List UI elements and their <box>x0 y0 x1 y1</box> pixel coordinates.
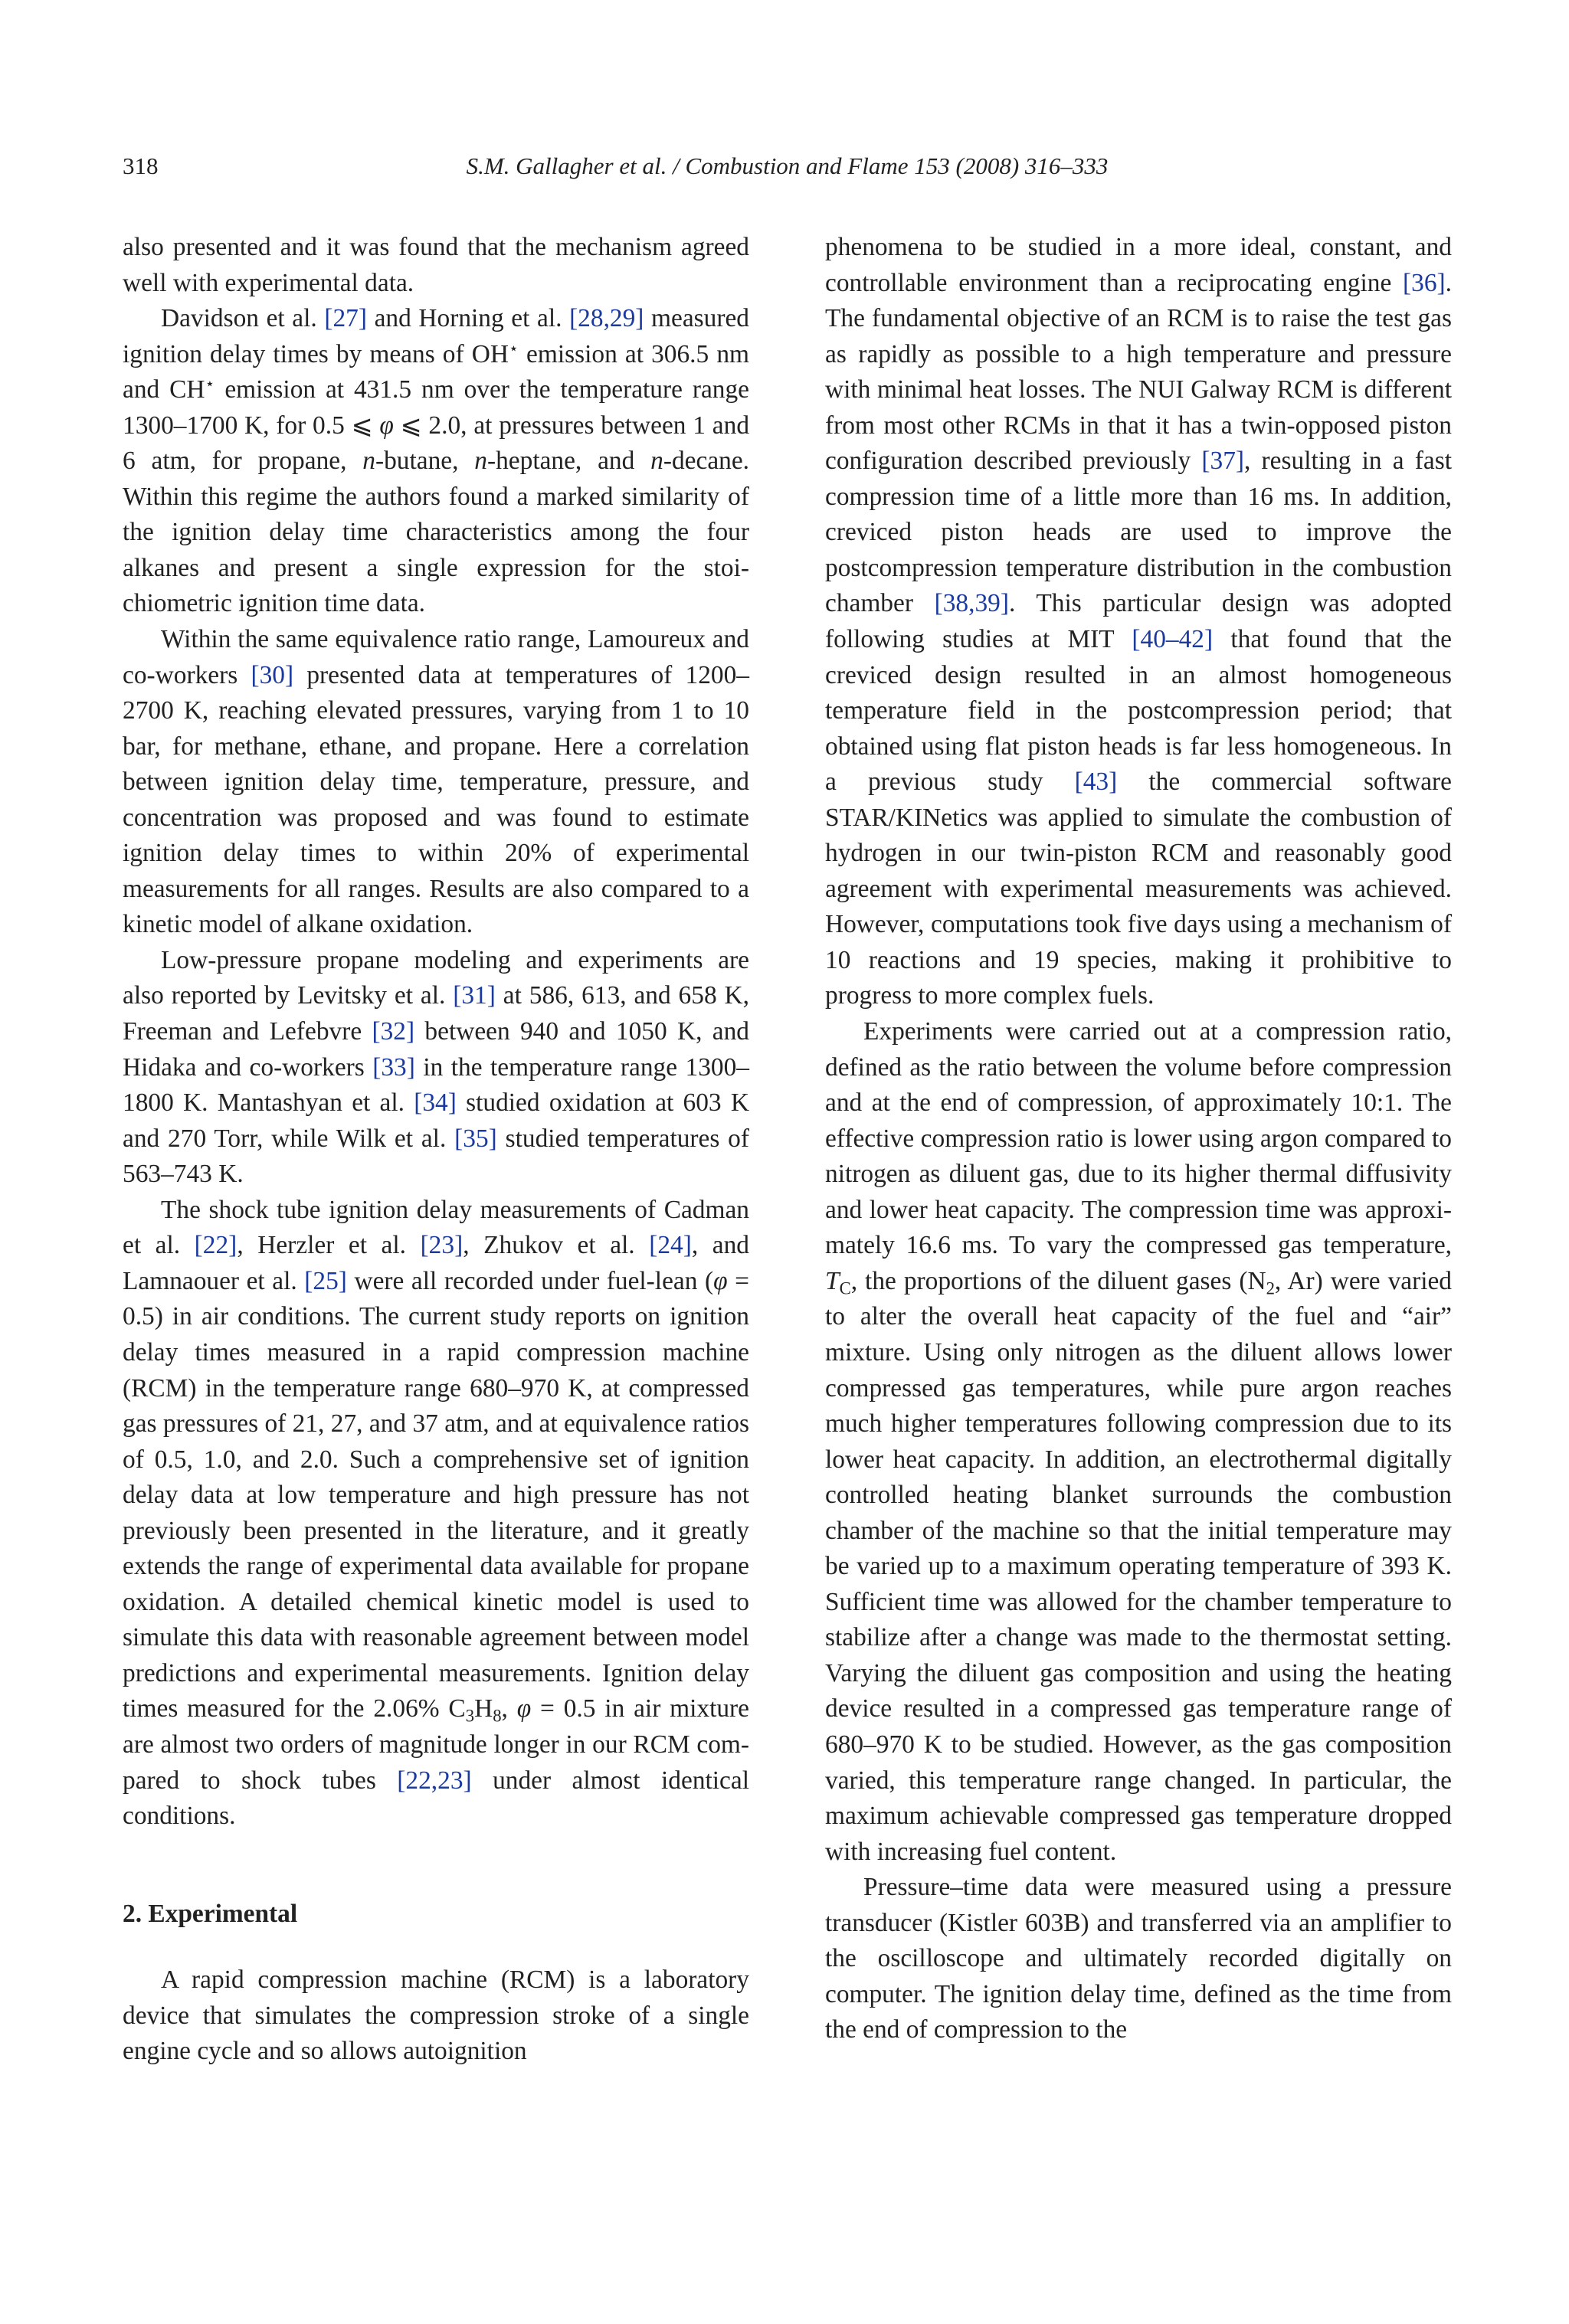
citation-link[interactable]: [23] <box>420 1231 463 1260</box>
paragraph: also presented and it was found that the mechanism agreed well with experimental data. <box>123 233 749 297</box>
journal-reference: S.M. Gallagher et al. / Combustion and Flame 153 (2008) 316–333 <box>466 152 1109 179</box>
right-column <box>825 230 1452 2048</box>
citation-link[interactable]: [31] <box>453 981 496 1010</box>
citation-link[interactable]: [40–42] <box>1132 625 1214 654</box>
citation-link[interactable]: [35] <box>454 1124 497 1153</box>
citation-link[interactable]: [22] <box>194 1231 237 1260</box>
paragraph: Low-pressure propane modeling and experiments are also reported by Levitsky et al. [31] at 586, 613, and 658 K, Freeman and Lefebvre [32] between 940 and 1050 K, and Hidaka and co-workers [33] in the temperature range 1300–1800 K. Mantashyan et al. [34] studied oxidation at 603 K and 270 Torr, while Wilk et al. [35] studied temperatures of 563–743 K. <box>123 945 750 1189</box>
paragraph: Within the same equivalence ratio range, Lamoureux and co-workers [30] presented data at temperatures of 1200–2700 K, reaching elevated pressures, varying from 1 to 10 bar, for methane, ethane, and propane. Here a correlation between ignition delay time, temperature, pressure, and concentration was proposed and was found to estimate ignition delay times to within 20% of experimental measurements for all ranges. Results are also compared to a kinetic model of alkane oxidation. <box>123 625 749 939</box>
running-head <box>123 149 1452 183</box>
paragraph: Davidson et al. [27] and Horning et al. [28,29] measured ignition delay times by means of OH⋆ emission at 306.5 nm and CH⋆ emission at 431.5 nm over the temperature range 1300–1700 K, for 0.5 ⩽ φ ⩽ 2.0, at pressures between 1 and 6 atm, for propane, n-butane, n-heptane, and n-decane. Within this regime the authors found a marked similarity of the ignition delay time characteristics among the four alkanes and present a single expression for the stoichiometric ignition time data. <box>123 304 750 618</box>
citation-link[interactable]: [25] <box>304 1266 347 1295</box>
section-heading: 2. Experimental <box>123 1899 298 1928</box>
citation-link[interactable]: [27] <box>324 304 367 333</box>
paragraph: Experiments were carried out at a compression ratio, defined as the ratio between the volume before compression and at the end of compression, of approximately 10:1. The effective compression ratio is lower using argon compared to nitrogen as diluent gas, due to its higher thermal diffusivity and lower heat capacity. The compression time was approximately 16.6 ms. To vary the compressed gas temperature, $T_C$, the proportions of the diluent gases ($N_2$, Ar) were varied to alter the overall heat capacity of the fuel and “air” mixture. Using only nitrogen as the diluent allows lower compressed gas temperatures, while pure argon reaches much higher temperatures following compression due to its lower heat capacity. In addition, an electrothermal digitally controlled heating blanket surrounds the combustion chamber of the machine so that the initial temperature may be varied up to a maximum operating temperature of 393 K. Sufficient time was allowed for the chamber temperature to stabilize after a change was made to the thermostat setting. Varying the diluent gas composition and using the heating device resulted in a compressed gas temperature range of 680–970 K to be studied. However, as the gas composition varied, this temperature range changed. In particular, the maximum achievable compressed gas temperature dropped with increasing fuel content. <box>825 1017 1453 1866</box>
paragraph: A rapid compression machine (RCM) is a laboratory device that simulates the compression stroke of a single engine cycle and so allows autoignition <box>123 1966 749 2066</box>
paragraph: Pressure–time data were measured using a pressure transducer (Kistler 603B) and transferred via an amplifier to the oscilloscope and ultimately recorded digitally on computer. The ignition delay time, defined as the time from the end of compression to the <box>825 1873 1452 2044</box>
left-column <box>123 230 749 2070</box>
paragraph: phenomena to be studied in a more ideal, constant, and controllable environment than a reciprocating engine [36]. The fundamental objective of an RCM is to raise the test gas as rapidly as possible to a high temperature and pressure with minimal heat losses. The NUI Galway RCM is different from most other RCMs in that it has a twin-opposed piston configuration described previously [37], resulting in a fast compression time of a little more than 16 ms. In addition, creviced piston heads are used to improve the postcompression temperature distribution in the combustion chamber [38,39]. This particular design was adopted following studies at MIT [40–42] that found that the creviced design resulted in an almost homogeneous temperature field in the postcompression period; that obtained using flat piston heads is far less homogeneous. In a previous study [43] the commercial software STAR/KINetics was applied to simulate the combustion of hydrogen in our twin-piston RCM and reasonably good agreement with experimental measurements was achieved. However, computations took five days using a mechanism of 10 reactions and 19 species, making it prohibitive to progress to more complex fuels. <box>825 233 1453 1010</box>
citation-link[interactable]: [32] <box>372 1017 415 1046</box>
citation-link[interactable]: [34] <box>414 1088 457 1118</box>
citation-link[interactable]: [36] <box>1403 268 1446 297</box>
page-number: 318 <box>123 152 159 179</box>
paragraph: The shock tube ignition delay measurements of Cadman et al. [22], Herzler et al. [23], Zhukov et al. [24], and Lamnaouer et al. [25] were all recorded under fuel-lean (φ = 0.5) in air conditions. The current study reports on ignition delay times measured in a rapid compression machine (RCM) in the temperature range 680–970 K, at compressed gas pressures of 21, 27, and 37 atm, and at equivalence ratios of 0.5, 1.0, and 2.0. Such a comprehensive set of ignition delay data at low temperature and high pressure has not previously been presented in the literature, and it greatly extends the range of experimental data available for propane oxidation. A detailed chemical kinetic model is used to simulate this data with reasonable agreement between model predictions and experimental measurements. Ignition delay times measured for the 2.06% $C_3H_8$, φ = 0.5 in air mixture are almost two orders of magnitude longer in our RCM compared to shock tubes [22,23] under almost identical conditions. <box>123 1195 750 1831</box>
citation-link[interactable]: [33] <box>372 1052 415 1082</box>
citation-link[interactable]: [30] <box>251 660 294 689</box>
citation-link[interactable]: [43] <box>1074 768 1118 797</box>
citation-link[interactable]: [38,39] <box>934 589 1009 618</box>
citation-link[interactable]: [22,23] <box>397 1766 472 1795</box>
citation-link[interactable]: [24] <box>649 1231 692 1260</box>
citation-link[interactable]: [28,29] <box>569 304 644 333</box>
citation-link[interactable]: [37] <box>1201 447 1245 476</box>
